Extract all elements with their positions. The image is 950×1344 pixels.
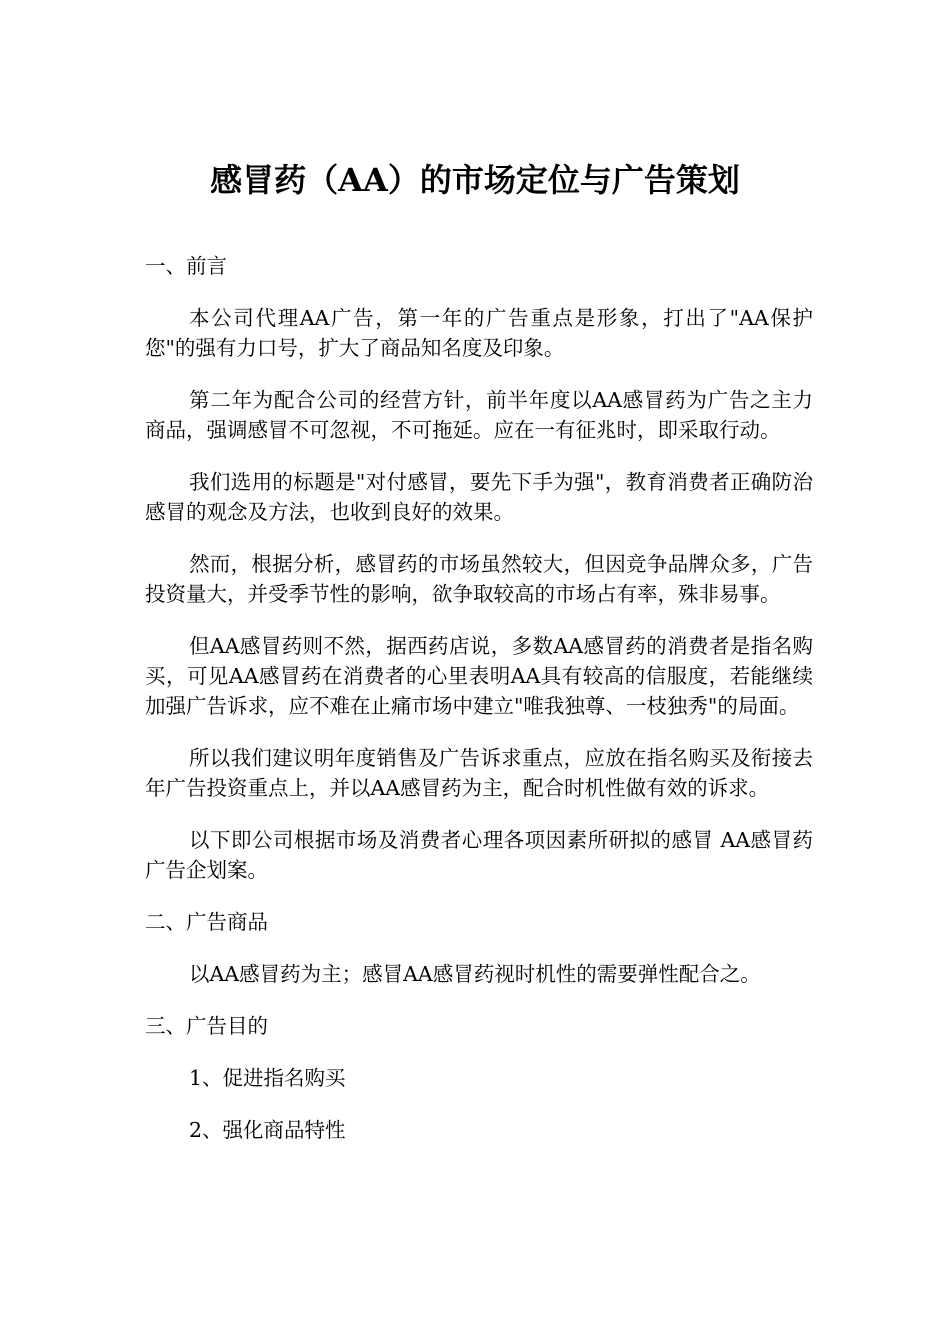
paragraph: 然而，根据分析，感冒药的市场虽然较大，但因竞争品牌众多，广告投资量大，并受季节性的影响，欲争取较高的市场占有率，殊非易事。 <box>145 552 813 606</box>
paragraph: 以下即公司根据市场及消费者心理各项因素所研拟的感冒 AA感冒药广告企划案。 <box>145 828 813 882</box>
section-heading-products: 二、广告商品 <box>145 910 268 934</box>
paragraph: 以AA感冒药为主；感冒AA感冒药视时机性的需要弹性配合之。 <box>189 962 761 986</box>
section-heading-preface: 一、前言 <box>145 254 227 278</box>
paragraph: 本公司代理AA广告，第一年的广告重点是形象，打出了"AA保护您"的强有力口号，扩大了商品知名度及印象。 <box>145 306 813 360</box>
document-title: 感冒药（AA）的市场定位与广告策划 <box>210 161 740 199</box>
document-body <box>145 251 813 1167</box>
paragraph: 第二年为配合公司的经营方针，前半年度以AA感冒药为广告之主力商品，强调感冒不可忽视，不可拖延。应在一有征兆时，即采取行动。 <box>145 388 813 442</box>
section-heading-purpose: 三、广告目的 <box>145 1014 268 1038</box>
list-item: 1、促进指名购买 <box>189 1066 346 1090</box>
list-item: 2、强化商品特性 <box>189 1118 346 1142</box>
paragraph: 但AA感冒药则不然，据西药店说，多数AA感冒药的消费者是指名购买，可见AA感冒药在消费者的心里表明AA具有较高的信服度，若能继续加强广告诉求，应不难在止痛市场中建立"唯我独尊、一枝独秀"的局面。 <box>145 634 813 718</box>
paragraph: 所以我们建议明年度销售及广告诉求重点，应放在指名购买及衔接去年广告投资重点上，并以AA感冒药为主，配合时机性做有效的诉求。 <box>145 746 813 800</box>
paragraph: 我们选用的标题是"对付感冒，要先下手为强"，教育消费者正确防治感冒的观念及方法，也收到良好的效果。 <box>145 470 813 524</box>
